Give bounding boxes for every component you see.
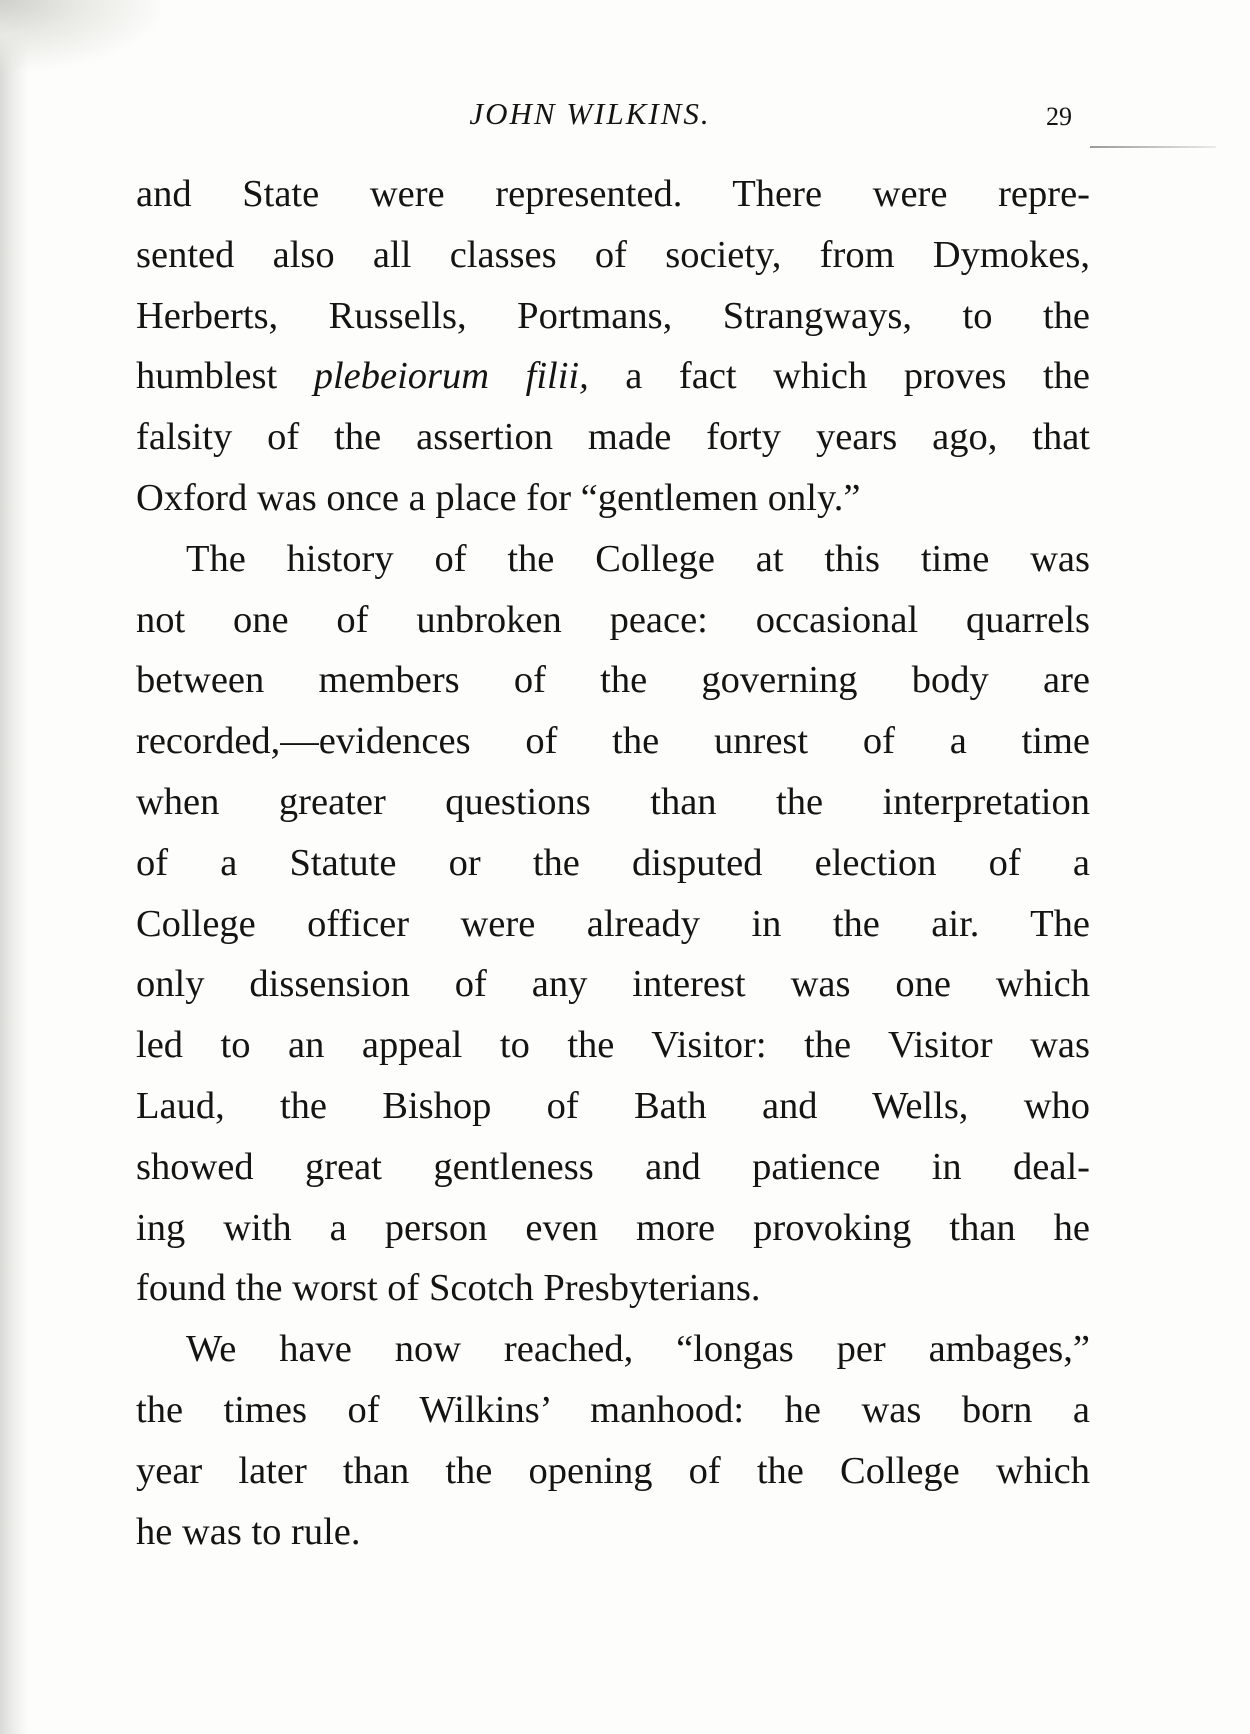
- text-line: not one of unbroken peace: occasional quarrels: [136, 598, 1090, 641]
- text-line: when greater questions than the interpretation: [136, 780, 1090, 823]
- body-text: [136, 164, 1090, 1562]
- text-line: ing with a person even more provoking than he: [136, 1206, 1090, 1249]
- text-line: the times of Wilkins’ manhood: he was born a: [136, 1388, 1090, 1431]
- italic-latin-phrase: plebeiorum filii,: [313, 355, 589, 398]
- text-line: showed great gentleness and patience in deal-: [136, 1145, 1090, 1188]
- text-line: The history of the College at this time was: [186, 537, 1090, 580]
- paragraph-2: [136, 529, 1090, 1319]
- paragraph-1: [136, 164, 1090, 529]
- corner-discoloration: [0, 0, 160, 70]
- text-line: only dissension of any interest was one which: [136, 963, 1090, 1006]
- page-number: 29: [1046, 102, 1072, 131]
- header-rule: [1090, 146, 1216, 148]
- text-line: College officer were already in the air. The: [136, 902, 1090, 945]
- text-line: We have now reached, “longas per ambages,”: [186, 1328, 1090, 1371]
- text-line: found the worst of Scotch Presbyterians.: [136, 1267, 761, 1310]
- text-fragment: a fact which proves the: [588, 355, 1091, 398]
- text-line: Herberts, Russells, Portmans, Strangways, to the: [136, 294, 1090, 337]
- text-line: falsity of the assertion made forty years ago, that: [136, 416, 1090, 459]
- text-line: he was to rule.: [136, 1510, 361, 1553]
- running-head: [0, 96, 1250, 146]
- text-line: between members of the governing body are: [136, 659, 1090, 702]
- text-line: Laud, the Bishop of Bath and Wells, who: [136, 1084, 1090, 1127]
- text-line: sented also all classes of society, from Dymokes,: [136, 233, 1090, 276]
- text-line: of a Statute or the disputed election of a: [136, 841, 1090, 884]
- paragraph-3: [136, 1319, 1090, 1562]
- text-line: Oxford was once a place for “gentlemen only.”: [136, 476, 861, 519]
- running-title: JOHN WILKINS.: [469, 96, 711, 131]
- text-line: [136, 346, 1090, 407]
- gutter-shadow: [0, 0, 28, 1734]
- text-line: recorded,—evidences of the unrest of a time: [136, 720, 1090, 763]
- text-line: led to an appeal to the Visitor: the Visitor was: [136, 1024, 1090, 1067]
- text-line: year later than the opening of the College which: [136, 1449, 1090, 1492]
- text-fragment: humblest: [136, 355, 314, 398]
- text-line: and State were represented. There were repre-: [136, 173, 1090, 215]
